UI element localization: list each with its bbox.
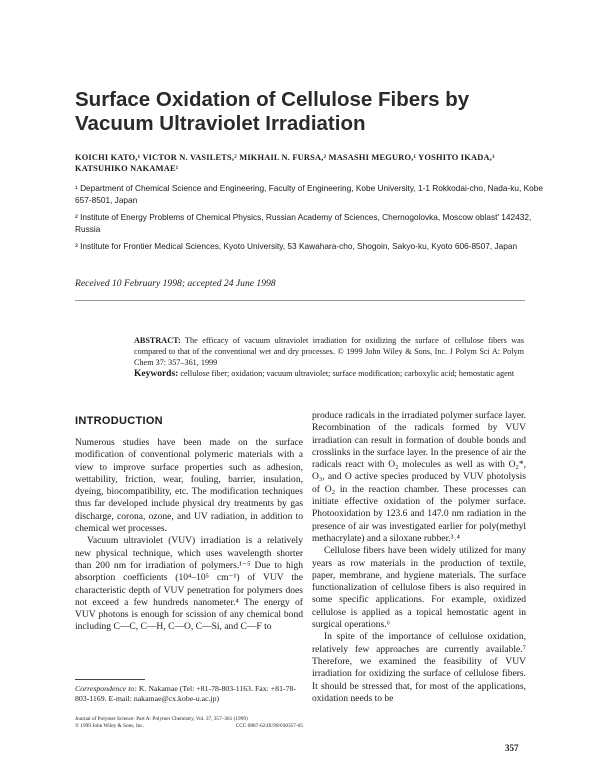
correspondence-text: K. Nakamae (Tel: +81-78-803-1163. Fax: +81-78-803-1169. E-mail: nakamae@cx.kobe-u.ac.jp): [75, 684, 296, 703]
abstract-label: ABSTRACT:: [134, 336, 181, 345]
abstract-text: The efficacy of vacuum ultraviolet irradiation for oxidizing the surface of cellulose fibers was compared to that of the conventional wet and dry processes. © 1999 John Wiley & Sons, Inc. J Polym Sci A: Polym Chem 37: 357–361, 1999: [134, 336, 524, 367]
paragraph: Vacuum ultraviolet (VUV) irradiation is a relatively new physical technique, which uses wavelength shorter than 200 nm for irradiation of polymers.¹⁻⁵ Due to high absorption coefficients (10⁴–10⁵ cm⁻¹) of VUV the characteristic depth of VUV penetration for polymers does not exceed a few hundreds nanometer.⁴ The energy of VUV photons is enough for scission of any chemical bond including C—C, C—H, C—O, C—Si, and C—F to: [75, 535, 303, 633]
right-column: [312, 410, 526, 705]
correspondence-footnote: [75, 684, 303, 704]
paragraph: In spite of the importance of cellulose oxidation, relatively few approaches are currently available.⁷ Therefore, we examined the feasibility of VUV irradiation for oxidizing the surface of cellulose fibers. It should be stressed that, for most of the applications, oxidation needs to be: [312, 631, 526, 704]
received-dates: Received 10 February 1998; accepted 24 June 1998: [75, 278, 276, 289]
keywords-label: Keywords:: [134, 369, 179, 379]
journal-citation: Journal of Polymer Science: Part A: Polymer Chemistry, Vol. 37, 357–361 (1999): [75, 716, 248, 722]
paragraph: Numerous studies have been made on the surface modification of conventional polymeric materials with a view to improve surface properties such as adhesion, wettability, friction, wear, fouling, barrier, insulation, dyeing, biocompatibility, etc. The modification techniques thus far developed include physical dry treatments by gas discharge, corona, ozone, and UV radiation, in addition to chemical wet processes.: [75, 437, 303, 535]
footnote-divider: [75, 679, 145, 680]
affiliation-3: ³ Institute for Frontier Medical Sciences, Kyoto University, 53 Kawahara-cho, Shogoin, Sakyo-ku, Kyoto 606-8507, Japan: [75, 241, 518, 251]
copyright: © 1999 John Wiley & Sons, Inc.: [75, 723, 145, 729]
affiliation-2: ² Institute of Energy Problems of Chemical Physics, Russian Academy of Sciences, Chernogolovka, Moscow oblast' 142432, Russia: [75, 212, 532, 234]
affiliation-1: ¹ Department of Chemical Science and Engineering, Faculty of Engineering, Kobe University, 1-1 Rokkodai-cho, Nada-ku, Kobe 657-8501, Japan: [75, 183, 543, 205]
keywords: [134, 368, 524, 380]
abstract: [134, 335, 524, 368]
left-column: [75, 437, 303, 634]
section-heading-introduction: INTRODUCTION: [75, 415, 163, 427]
paragraph: produce radicals in the irradiated polymer surface layer. Recombination of the radicals formed by VUV irradiation can result in formation of double bonds and crosslinks in the surface layer. In the presence of air the radicals react with O₂ molecules as well as with O₂*, O₃, and O active species produced by VUV photolysis of O₂ in the reaction chamber. These processes can initiate effective oxidation of the polymer surface. Photooxidation by 123.6 and 147.0 nm radiation in the presence of air was investigated earlier for poly(methyl methacrylate) and a siloxane rubber.³˒⁴: [312, 410, 526, 544]
page-number: 357: [505, 743, 519, 753]
ccc-code: CCC 0887-624X/99/030357-05: [235, 723, 303, 729]
paragraph: Cellulose fibers have been widely utilized for many years as row materials in the production of textile, paper, membrane, and hygiene materials. The surface functionalization of cellulose fibers is also required in some specific applications. For example, oxidized cellulose is applied as a topical hemostatic agent in surgical operations.⁶: [312, 545, 526, 631]
header-divider: [75, 300, 525, 301]
journal-info: [75, 716, 303, 730]
keywords-text: cellulose fiber; oxidation; vacuum ultraviolet; surface modification; carboxylic acid; hemostatic agent: [180, 369, 515, 378]
author-list: KOICHI KATO,¹ VICTOR N. VASILETS,² MIKHAIL N. FURSA,² MASASHI MEGURO,¹ YOSHITO IKADA,³ KATSUHIKO NAKAMAE¹: [75, 153, 495, 173]
correspondence-label: Correspondence to:: [75, 684, 137, 693]
article-title: Surface Oxidation of Cellulose Fibers by Vacuum Ultraviolet Irradiation: [75, 88, 470, 135]
